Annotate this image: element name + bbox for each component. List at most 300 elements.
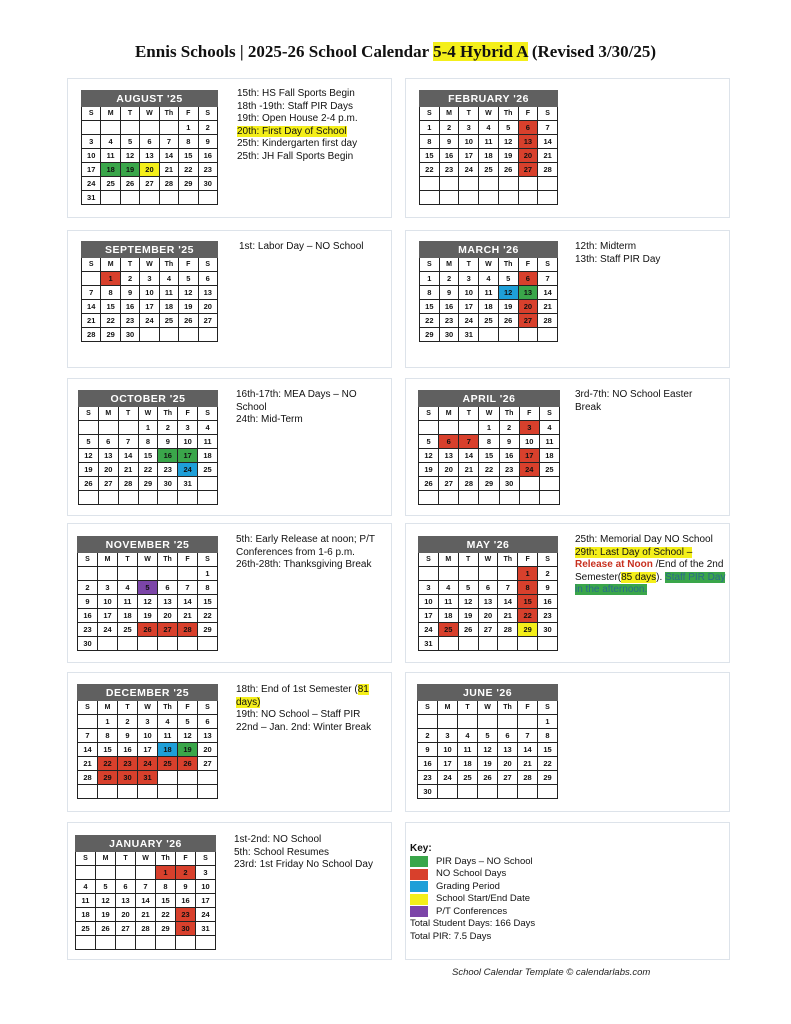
day-cell: 7 <box>518 729 538 743</box>
day-cell: 4 <box>158 715 178 729</box>
day-cell: 11 <box>458 743 478 757</box>
day-cell: 25 <box>101 177 120 191</box>
day-cell: 8 <box>101 286 120 300</box>
day-cell: 22 <box>420 163 440 177</box>
day-cell: 2 <box>499 421 519 435</box>
day-cell: 22 <box>420 314 440 328</box>
day-cell: 7 <box>538 121 558 135</box>
day-cell: 12 <box>96 894 116 908</box>
weekday-label: T <box>116 852 136 866</box>
weekday-label: F <box>179 258 198 272</box>
day-cell: 4 <box>438 581 458 595</box>
day-cell: 11 <box>159 286 178 300</box>
day-cell: 17 <box>140 300 159 314</box>
empty-cell <box>439 491 459 505</box>
empty-cell <box>118 491 138 505</box>
note: 85 days <box>621 571 657 583</box>
day-cell: 5 <box>179 272 198 286</box>
day-cell: 30 <box>439 328 459 342</box>
day-cell: 29 <box>138 477 158 491</box>
day-cell: 18 <box>159 300 178 314</box>
calendar-january <box>75 835 216 950</box>
empty-cell <box>198 637 218 651</box>
day-cell: 25 <box>479 314 499 328</box>
weekday-label: S <box>79 407 99 421</box>
day-cell: 12 <box>458 595 478 609</box>
day-cell: 27 <box>498 771 518 785</box>
day-cell: 5 <box>120 135 139 149</box>
day-cell: 9 <box>538 581 558 595</box>
weekday-label: W <box>140 107 159 121</box>
day-cell: 19 <box>138 609 158 623</box>
day-cell: 19 <box>179 300 198 314</box>
day-cell: 11 <box>198 435 218 449</box>
month-header: JANUARY '26 <box>76 836 216 852</box>
day-cell: 25 <box>76 922 96 936</box>
empty-cell <box>76 936 96 950</box>
day-cell: 6 <box>498 729 518 743</box>
day-cell: 31 <box>82 191 101 205</box>
day-cell: 10 <box>438 743 458 757</box>
weekday-label: S <box>78 553 98 567</box>
empty-cell <box>479 491 499 505</box>
empty-cell <box>498 328 518 342</box>
calendar-may <box>418 536 558 651</box>
weekday-label: S <box>419 407 439 421</box>
day-cell: 22 <box>179 163 198 177</box>
day-cell: 7 <box>136 880 156 894</box>
day-cell: 1 <box>98 715 118 729</box>
empty-cell <box>420 177 440 191</box>
day-cell: 6 <box>98 435 118 449</box>
note: ). <box>656 571 663 583</box>
weekday-label: F <box>518 258 538 272</box>
day-cell: 11 <box>118 595 138 609</box>
empty-cell <box>78 785 98 799</box>
day-cell: 13 <box>158 595 178 609</box>
day-cell: 19 <box>120 163 139 177</box>
day-cell: 22 <box>198 609 218 623</box>
empty-cell <box>96 866 116 880</box>
day-cell: 25 <box>159 314 178 328</box>
day-cell: 6 <box>518 272 538 286</box>
empty-cell <box>120 121 139 135</box>
day-cell: 28 <box>459 477 479 491</box>
note: 16th-17th: MEA Days – NO School <box>236 389 357 413</box>
empty-cell <box>518 785 538 799</box>
day-cell: 13 <box>198 729 218 743</box>
day-cell: 27 <box>198 314 217 328</box>
month-header: MARCH '26 <box>420 242 558 258</box>
title-revised: (Revised 3/30/25) <box>531 42 657 61</box>
empty-cell <box>159 191 178 205</box>
calendar-december <box>77 684 218 799</box>
empty-cell <box>538 328 558 342</box>
day-cell: 15 <box>138 449 158 463</box>
weekday-label: Th <box>499 407 519 421</box>
empty-cell <box>159 121 178 135</box>
day-cell: 14 <box>78 743 98 757</box>
day-cell: 9 <box>158 435 178 449</box>
weekday-label: M <box>96 852 116 866</box>
day-cell: 25 <box>158 757 178 771</box>
day-cell: 21 <box>78 757 98 771</box>
weekday-label: W <box>138 701 158 715</box>
day-cell: 26 <box>96 922 116 936</box>
day-cell: 26 <box>138 623 158 637</box>
day-cell: 4 <box>101 135 120 149</box>
weekday-label: T <box>459 258 479 272</box>
empty-cell <box>498 715 518 729</box>
day-cell: 9 <box>418 743 438 757</box>
weekday-label: W <box>138 553 158 567</box>
empty-cell <box>518 328 538 342</box>
day-cell: 2 <box>78 581 98 595</box>
weekday-label: S <box>420 258 440 272</box>
swatch-grading <box>410 881 428 892</box>
day-cell: 16 <box>118 743 138 757</box>
day-cell: 6 <box>140 135 159 149</box>
day-cell: 26 <box>178 757 198 771</box>
day-cell: 4 <box>539 421 559 435</box>
empty-cell <box>76 866 96 880</box>
note: Staff PIR Day in the afternoon. <box>575 571 726 595</box>
note: 25th: JH Fall Sports Begin <box>237 150 354 162</box>
weekday-label: W <box>478 553 498 567</box>
day-cell: 1 <box>538 715 558 729</box>
empty-cell <box>538 177 558 191</box>
note: 81 days <box>236 684 369 708</box>
day-cell: 31 <box>459 328 479 342</box>
month-header: NOVEMBER '25 <box>78 537 218 553</box>
day-cell: 12 <box>138 595 158 609</box>
empty-cell <box>438 715 458 729</box>
day-cell: 15 <box>98 743 118 757</box>
day-cell: 19 <box>96 908 116 922</box>
note: 18th -19th: Staff PIR Days <box>237 100 353 112</box>
title-main: Ennis Schools | 2025-26 School Calendar <box>134 42 429 61</box>
day-cell: 7 <box>82 286 101 300</box>
notes-november <box>236 534 392 572</box>
swatch-no-school <box>410 869 428 880</box>
weekday-label: S <box>78 701 98 715</box>
day-cell: 2 <box>118 715 138 729</box>
day-cell: 25 <box>118 623 138 637</box>
day-cell: 9 <box>439 286 459 300</box>
key-label: PIR Days – NO School <box>436 855 533 867</box>
day-cell: 23 <box>158 463 178 477</box>
weekday-label: T <box>118 553 138 567</box>
day-cell: 6 <box>158 581 178 595</box>
total-student-days: Total Student Days: 166 Days <box>410 918 536 929</box>
day-cell: 27 <box>478 623 498 637</box>
day-cell: 9 <box>120 286 139 300</box>
day-cell: 20 <box>198 300 217 314</box>
day-cell: 23 <box>78 623 98 637</box>
day-cell: 28 <box>498 623 518 637</box>
empty-cell <box>140 328 159 342</box>
day-cell: 14 <box>136 894 156 908</box>
page-title <box>0 42 791 62</box>
day-cell: 21 <box>538 300 558 314</box>
day-cell: 25 <box>479 163 499 177</box>
note: 20th: First Day of School <box>237 125 347 137</box>
weekday-label: Th <box>498 701 518 715</box>
calendar-october <box>78 390 218 505</box>
day-cell: 10 <box>459 286 479 300</box>
day-cell: 3 <box>459 272 479 286</box>
day-cell: 25 <box>458 771 478 785</box>
weekday-label: S <box>538 701 558 715</box>
calendar-november <box>77 536 218 651</box>
weekday-label: W <box>479 258 499 272</box>
day-cell: 18 <box>479 149 499 163</box>
empty-cell <box>118 637 138 651</box>
day-cell: 30 <box>158 477 178 491</box>
day-cell: 11 <box>539 435 559 449</box>
weekday-label: S <box>418 701 438 715</box>
day-cell: 4 <box>76 880 96 894</box>
day-cell: 18 <box>101 163 120 177</box>
day-cell: 21 <box>518 757 538 771</box>
day-cell: 19 <box>79 463 99 477</box>
day-cell: 3 <box>196 866 216 880</box>
weekday-label: Th <box>498 107 518 121</box>
day-cell: 19 <box>478 757 498 771</box>
day-cell: 7 <box>118 435 138 449</box>
notes-april <box>575 389 715 414</box>
day-cell: 1 <box>179 121 198 135</box>
day-cell: 2 <box>120 272 139 286</box>
day-cell: 14 <box>518 743 538 757</box>
empty-cell <box>140 121 159 135</box>
day-cell: 8 <box>138 435 158 449</box>
day-cell: 29 <box>518 623 538 637</box>
day-cell: 16 <box>499 449 519 463</box>
day-cell: 18 <box>458 757 478 771</box>
empty-cell <box>198 328 217 342</box>
empty-cell <box>178 785 198 799</box>
day-cell: 15 <box>101 300 120 314</box>
weekday-label: F <box>179 107 198 121</box>
day-cell: 9 <box>499 435 519 449</box>
empty-cell <box>118 785 138 799</box>
empty-cell <box>538 191 558 205</box>
day-cell: 17 <box>98 609 118 623</box>
day-cell: 12 <box>498 135 518 149</box>
day-cell: 4 <box>118 581 138 595</box>
weekday-label: F <box>178 407 198 421</box>
day-cell: 9 <box>439 135 459 149</box>
weekday-label: T <box>118 407 138 421</box>
day-cell: 28 <box>538 163 558 177</box>
empty-cell <box>158 567 178 581</box>
day-cell: 22 <box>156 908 176 922</box>
day-cell: 29 <box>98 771 118 785</box>
day-cell: 19 <box>178 743 198 757</box>
day-cell: 29 <box>179 177 198 191</box>
day-cell: 30 <box>499 477 519 491</box>
empty-cell <box>498 785 518 799</box>
weekday-label: S <box>82 107 101 121</box>
empty-cell <box>478 637 498 651</box>
day-cell: 13 <box>98 449 118 463</box>
empty-cell <box>499 491 519 505</box>
day-cell: 8 <box>479 435 499 449</box>
day-cell: 1 <box>420 272 440 286</box>
day-cell: 7 <box>538 272 558 286</box>
weekday-label: W <box>140 258 159 272</box>
weekday-label: T <box>120 107 139 121</box>
day-cell: 19 <box>458 609 478 623</box>
weekday-label: S <box>198 258 217 272</box>
day-cell: 14 <box>118 449 138 463</box>
day-cell: 17 <box>178 449 198 463</box>
empty-cell <box>439 191 459 205</box>
empty-cell <box>458 567 478 581</box>
empty-cell <box>138 785 158 799</box>
day-cell: 18 <box>539 449 559 463</box>
key-label: School Start/End Date <box>436 893 530 904</box>
day-cell: 26 <box>419 477 439 491</box>
day-cell: 25 <box>438 623 458 637</box>
empty-cell <box>101 121 120 135</box>
day-cell: 17 <box>459 300 479 314</box>
day-cell: 2 <box>198 121 217 135</box>
day-cell: 21 <box>178 609 198 623</box>
weekday-label: W <box>478 701 498 715</box>
weekday-label: Th <box>498 553 518 567</box>
weekday-label: Th <box>158 553 178 567</box>
empty-cell <box>198 491 218 505</box>
day-cell: 27 <box>116 922 136 936</box>
weekday-label: M <box>101 258 120 272</box>
day-cell: 27 <box>439 477 459 491</box>
empty-cell <box>178 491 198 505</box>
day-cell: 22 <box>98 757 118 771</box>
month-header: FEBRUARY '26 <box>420 91 558 107</box>
weekday-label: S <box>538 107 558 121</box>
day-cell: 10 <box>196 880 216 894</box>
day-cell: 16 <box>176 894 196 908</box>
day-cell: 14 <box>538 286 558 300</box>
month-header: MAY '26 <box>419 537 558 553</box>
key-item <box>410 893 535 906</box>
day-cell: 5 <box>498 272 518 286</box>
key-label: P/T Conferences <box>436 905 508 917</box>
empty-cell <box>78 715 98 729</box>
key-item <box>410 868 535 881</box>
day-cell: 18 <box>198 449 218 463</box>
note: /End of the 2nd Semester( <box>575 559 724 583</box>
day-cell: 12 <box>419 449 439 463</box>
note: 22nd – Jan. 2nd: Winter Break <box>236 721 372 733</box>
day-cell: 17 <box>82 163 101 177</box>
day-cell: 5 <box>96 880 116 894</box>
day-cell: 4 <box>479 272 499 286</box>
total-pir: Total PIR: 7.5 Days <box>410 930 492 942</box>
day-cell: 12 <box>179 286 198 300</box>
day-cell: 3 <box>419 581 439 595</box>
day-cell: 6 <box>478 581 498 595</box>
day-cell: 23 <box>439 314 459 328</box>
day-cell: 11 <box>479 135 499 149</box>
day-cell: 10 <box>419 595 439 609</box>
day-cell: 5 <box>79 435 99 449</box>
key-label: NO School Days <box>436 868 507 879</box>
day-cell: 24 <box>98 623 118 637</box>
day-cell: 30 <box>78 637 98 651</box>
calendar-june <box>417 684 558 799</box>
day-cell: 16 <box>120 300 139 314</box>
day-cell: 27 <box>518 314 538 328</box>
day-cell: 20 <box>116 908 136 922</box>
weekday-label: F <box>518 701 538 715</box>
day-cell: 23 <box>198 163 217 177</box>
note: 29th: Last Day of School – <box>575 546 693 558</box>
day-cell: 5 <box>498 121 518 135</box>
day-cell: 7 <box>459 435 479 449</box>
empty-cell <box>420 191 440 205</box>
empty-cell <box>498 191 518 205</box>
note: 1st: Labor Day – NO School <box>239 241 364 252</box>
day-cell: 2 <box>158 421 178 435</box>
empty-cell <box>82 121 101 135</box>
weekday-label: S <box>82 258 101 272</box>
day-cell: 11 <box>438 595 458 609</box>
empty-cell <box>156 936 176 950</box>
day-cell: 8 <box>156 880 176 894</box>
weekday-label: S <box>198 107 217 121</box>
day-cell: 26 <box>498 314 518 328</box>
note: Release at Noon <box>575 559 653 570</box>
day-cell: 23 <box>418 771 438 785</box>
day-cell: 10 <box>519 435 539 449</box>
day-cell: 18 <box>479 300 499 314</box>
weekday-label: S <box>539 407 559 421</box>
weekday-label: S <box>420 107 440 121</box>
empty-cell <box>478 567 498 581</box>
swatch-start-end <box>410 894 428 905</box>
empty-cell <box>179 328 198 342</box>
day-cell: 24 <box>419 623 439 637</box>
month-header: AUGUST '25 <box>82 91 218 107</box>
day-cell: 24 <box>196 908 216 922</box>
day-cell: 16 <box>538 595 558 609</box>
weekday-label: F <box>518 553 538 567</box>
weekday-label: Th <box>159 258 178 272</box>
day-cell: 16 <box>439 300 459 314</box>
empty-cell <box>136 936 156 950</box>
empty-cell <box>438 637 458 651</box>
empty-cell <box>120 191 139 205</box>
empty-cell <box>198 191 217 205</box>
day-cell: 29 <box>198 623 218 637</box>
weekday-label: S <box>198 553 218 567</box>
month-header: SEPTEMBER '25 <box>82 242 218 258</box>
day-cell: 14 <box>82 300 101 314</box>
day-cell: 28 <box>518 771 538 785</box>
empty-cell <box>96 936 116 950</box>
day-cell: 18 <box>76 908 96 922</box>
empty-cell <box>138 491 158 505</box>
note: 19th: Open House 2-4 p.m. <box>237 113 358 124</box>
day-cell: 8 <box>538 729 558 743</box>
day-cell: 6 <box>518 121 538 135</box>
day-cell: 16 <box>198 149 217 163</box>
day-cell: 7 <box>78 729 98 743</box>
day-cell: 25 <box>539 463 559 477</box>
